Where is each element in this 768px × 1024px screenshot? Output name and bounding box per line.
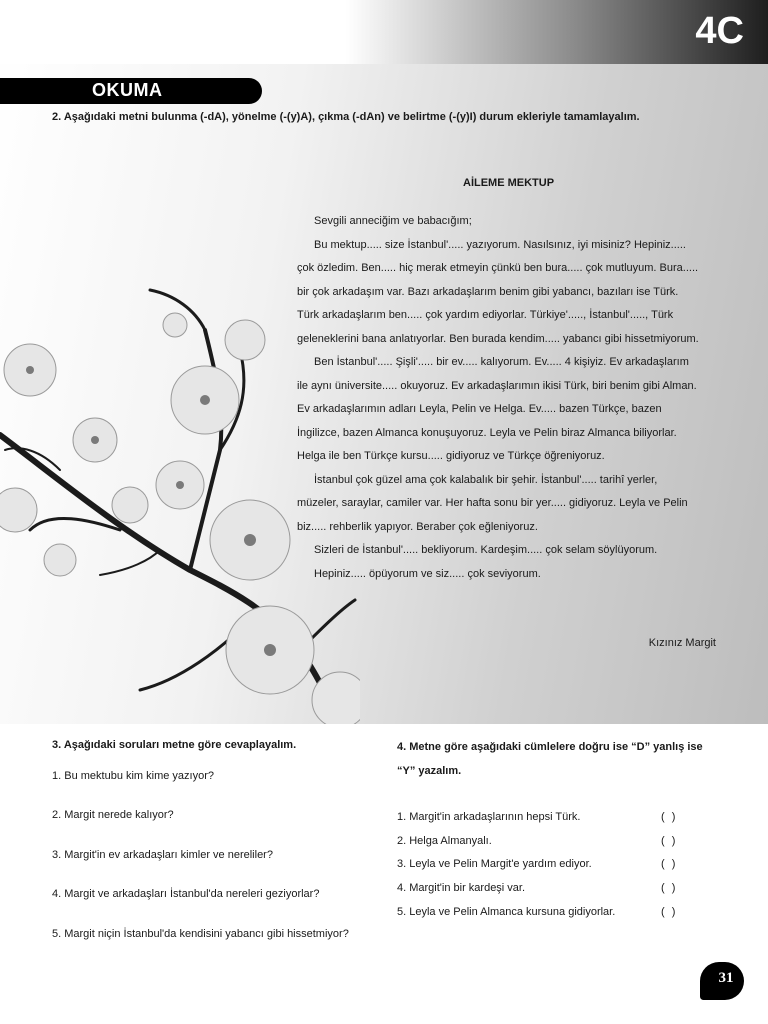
- true-false-row: [397, 835, 697, 855]
- task3-title: 3. Aşağıdaki soruları metne göre cevaplayalım.: [52, 739, 297, 751]
- letter-paragraph: Sizleri de İstanbul'..... bekliyorum. Kardeşim..... çok selam söylüyorum.: [314, 544, 658, 556]
- letter-paragraph: Hepiniz..... öpüyorum ve siz..... çok seviyorum.: [314, 567, 541, 580]
- letter-paragraph: Ben İstanbul'..... Şişli'..... bir ev..... kalıyorum. Ev..... 4 kişiyiz. Ev arkadaşlarım ile aynı üniversite..... okuyoruz. Ev arkadaşlarımın ikisi Türk, biri benim gibi Alman. Ev arkadaşlarımın adları Leyla, Pelin ve Helga. Ev..... bazen Türkçe, bazen İngilizce, bazen Almanca konuşuyoruz. Leyla ve Pelin biraz Almanca biliyorlar. Helga ile ben Türkçe kursu..... gidiyoruz ve Türkçe öğreniyoruz.: [297, 356, 697, 462]
- true-false-row: [397, 906, 697, 926]
- letter-body: [297, 210, 699, 586]
- letter-signature: Kızınız Margit: [648, 637, 716, 649]
- letter-title: AİLEME MEKTUP: [463, 177, 555, 189]
- question-item: 4. Margit ve arkadaşları İstanbul'da nereleri geziyorlar?: [52, 888, 320, 900]
- top-banner: [0, 0, 768, 64]
- statement-text: 5. Leyla ve Pelin Almanca kursuna gidiyorlar.: [397, 906, 616, 918]
- statement-text: 3. Leyla ve Pelin Margit'e yardım ediyor.: [397, 858, 592, 870]
- answer-box[interactable]: ( ): [661, 858, 678, 870]
- unit-label: 4C: [695, 10, 744, 52]
- answer-box[interactable]: ( ): [661, 906, 678, 918]
- letter-paragraph: İstanbul çok güzel ama çok kalabalık bir şehir. İstanbul'..... tarihî yerler, müzeler, saraylar, camiler var. Her hafta sonu bir yer..... gidiyoruz. Leyla ve Pelin biz..... rehberlik yapıyor. Beraber çok eğleniyoruz.: [297, 473, 688, 533]
- answer-box[interactable]: ( ): [661, 882, 678, 894]
- true-false-row: [397, 811, 697, 831]
- answer-box[interactable]: ( ): [661, 835, 678, 847]
- answer-box[interactable]: ( ): [661, 811, 678, 823]
- true-false-row: [397, 882, 697, 902]
- statement-text: 1. Margit'in arkadaşlarının hepsi Türk.: [397, 811, 581, 823]
- statement-text: 4. Margit'in bir kardeşi var.: [397, 882, 526, 894]
- question-item: 2. Margit nerede kalıyor?: [52, 809, 174, 821]
- question-item: 5. Margit niçin İstanbul'da kendisini yabancı gibi hissetmiyor?: [52, 928, 349, 940]
- task2-instruction: 2. Aşağıdaki metni bulunma (-dA), yönelme (-(y)A), çıkma (-dAn) ve belirtme (-(y)I) durum ekleriyle tamamlayalım.: [52, 111, 640, 123]
- section-title: OKUMA: [92, 80, 163, 100]
- task4-title: 4. Metne göre aşağıdaki cümlelere doğru ise “D” yanlış ise “Y” yazalım.: [397, 741, 703, 777]
- question-item: 3. Margit'in ev arkadaşları kimler ve nereliler?: [52, 849, 273, 861]
- question-item: 1. Bu mektubu kim kime yazıyor?: [52, 770, 215, 782]
- page-number: 31: [718, 970, 734, 986]
- statement-text: 2. Helga Almanyalı.: [397, 835, 492, 847]
- true-false-row: [397, 858, 697, 878]
- letter-paragraph: Sevgili anneciğim ve babacığım;: [314, 215, 472, 227]
- letter-paragraph: Bu mektup..... size İstanbul'..... yazıyorum. Nasılsınız, iyi misiniz? Hepiniz..... çok özledim. Ben..... hiç merak etmeyin çünkü ben bura..... çok mutluyum. Bura..... bir çok arkadaşım var. Bazı arkadaşlarım benim gibi yabancı, bazıları ise Türk. Türk arkadaşlarım ben..... çok yardım ediyorlar. Türkiye'....., İstanbul'....., Türk geleneklerini bana anlatıyorlar. Ben burada kendim..... yabancı gibi hissetmiyorum.: [297, 238, 699, 345]
